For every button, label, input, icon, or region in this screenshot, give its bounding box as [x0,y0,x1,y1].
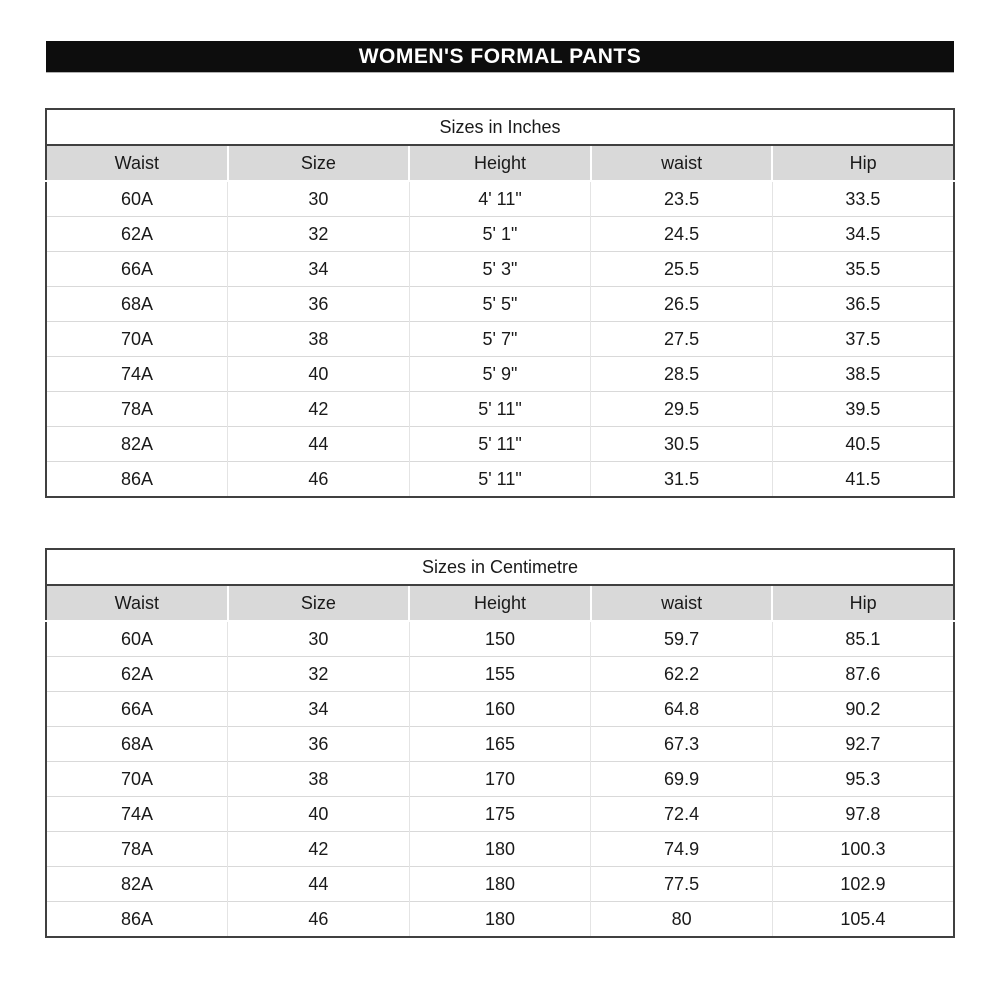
table-row [46,392,954,427]
table-cell: 150 [409,621,591,657]
table-cell: 66A [46,252,228,287]
table-cell: 42 [228,392,410,427]
table-cell: 59.7 [591,621,773,657]
table-row [46,727,954,762]
column-header-height: Height [409,145,591,181]
table-cell: 42 [228,832,410,867]
table-row [46,657,954,692]
table-row [46,621,954,657]
table-row [46,462,954,498]
table-cell: 74A [46,797,228,832]
table-cell: 4' 11" [409,181,591,217]
table-cell: 44 [228,427,410,462]
table-cell: 30.5 [591,427,773,462]
inches-table-body [46,181,954,497]
table-cell: 175 [409,797,591,832]
table-cell: 30 [228,621,410,657]
table-cell: 29.5 [591,392,773,427]
table-cell: 23.5 [591,181,773,217]
table-cell: 5' 11" [409,462,591,498]
table-cell: 38 [228,322,410,357]
table-cell: 46 [228,902,410,938]
table-cell: 97.8 [772,797,954,832]
table-cell: 180 [409,902,591,938]
table-cell: 41.5 [772,462,954,498]
table-cell: 33.5 [772,181,954,217]
table-cell: 30 [228,181,410,217]
table-cell: 31.5 [591,462,773,498]
table-cell: 34 [228,252,410,287]
inches-table-header-row [46,145,954,181]
table-row [46,762,954,797]
table-cell: 67.3 [591,727,773,762]
table-cell: 5' 9" [409,357,591,392]
table-cell: 78A [46,392,228,427]
inches-table-title-row [46,109,954,145]
table-cell: 34.5 [772,217,954,252]
table-cell: 26.5 [591,287,773,322]
table-cell: 92.7 [772,727,954,762]
table-cell: 85.1 [772,621,954,657]
table-cell: 180 [409,832,591,867]
table-cell: 95.3 [772,762,954,797]
column-header-size: Size [228,145,410,181]
column-header-waist-size: Waist [46,145,228,181]
table-cell: 66A [46,692,228,727]
page-title: WOMEN'S FORMAL PANTS [358,45,642,68]
table-cell: 39.5 [772,392,954,427]
table-cell: 34 [228,692,410,727]
table-cell: 69.9 [591,762,773,797]
table-row [46,427,954,462]
table-cell: 5' 1" [409,217,591,252]
table-row [46,287,954,322]
table-cell: 32 [228,657,410,692]
centimetre-size-table [45,548,955,938]
table-cell: 64.8 [591,692,773,727]
table-row [46,181,954,217]
table-cell: 36 [228,287,410,322]
table-cell: 82A [46,427,228,462]
table-cell: 78A [46,832,228,867]
inches-size-table [45,108,955,498]
column-header-height: Height [409,585,591,621]
table-cell: 62A [46,657,228,692]
table-cell: 27.5 [591,322,773,357]
table-cell: 40 [228,357,410,392]
table-cell: 74.9 [591,832,773,867]
table-cell: 102.9 [772,867,954,902]
table-cell: 165 [409,727,591,762]
centimetre-table-title-row [46,549,954,585]
table-cell: 36 [228,727,410,762]
table-cell: 70A [46,762,228,797]
table-cell: 5' 11" [409,392,591,427]
table-row [46,832,954,867]
table-row [46,252,954,287]
table-cell: 62A [46,217,228,252]
table-cell: 60A [121,188,154,209]
table-cell: 68A [46,287,228,322]
column-header-size: Size [228,585,410,621]
table-cell: 105.4 [772,902,954,938]
table-cell: 68A [46,727,228,762]
table-cell: 24.5 [591,217,773,252]
table-cell: 38 [228,762,410,797]
table-cell: 5' 11" [409,427,591,462]
table-cell: 160 [409,692,591,727]
table-cell: 40.5 [772,427,954,462]
column-header-hip: Hip [772,145,954,181]
table-row [46,217,954,252]
table-cell: 170 [409,762,591,797]
table-cell: 60A [121,628,154,649]
table-cell: 70A [46,322,228,357]
table-cell: 36.5 [772,287,954,322]
inches-table-title: Sizes in Inches [46,109,954,145]
centimetre-table-body [46,621,954,937]
table-cell: 25.5 [591,252,773,287]
centimetre-table-head [46,549,954,621]
table-cell: 100.3 [772,832,954,867]
table-row [46,692,954,727]
table-row [46,867,954,902]
table-row [46,797,954,832]
table-cell: 5' 5" [409,287,591,322]
inches-table-head [46,109,954,181]
table-cell: 32 [228,217,410,252]
table-cell: 80 [591,902,773,938]
title-banner [46,41,954,72]
table-cell: 40 [228,797,410,832]
table-cell: 5' 3" [409,252,591,287]
table-cell: 28.5 [591,357,773,392]
table-cell: 37.5 [772,322,954,357]
table-cell: 86A [46,462,228,498]
table-cell: 82A [46,867,228,902]
table-cell: 180 [409,867,591,902]
centimetre-table-title: Sizes in Centimetre [46,549,954,585]
table-row [46,357,954,392]
table-row [46,322,954,357]
table-cell: 72.4 [591,797,773,832]
table-cell: 46 [228,462,410,498]
centimetre-table-header-row [46,585,954,621]
table-cell: 87.6 [772,657,954,692]
table-cell: 35.5 [772,252,954,287]
table-cell: 86A [46,902,228,938]
table-cell: 44 [228,867,410,902]
table-cell: 38.5 [772,357,954,392]
column-header-waist-measure: waist [591,145,773,181]
table-cell: 90.2 [772,692,954,727]
table-cell: 62.2 [591,657,773,692]
table-cell: 155 [409,657,591,692]
table-cell: 5' 7" [409,322,591,357]
table-cell: 77.5 [591,867,773,902]
column-header-waist-measure: waist [591,585,773,621]
column-header-waist-size: Waist [46,585,228,621]
table-row [46,902,954,938]
column-header-hip: Hip [772,585,954,621]
table-cell: 74A [46,357,228,392]
